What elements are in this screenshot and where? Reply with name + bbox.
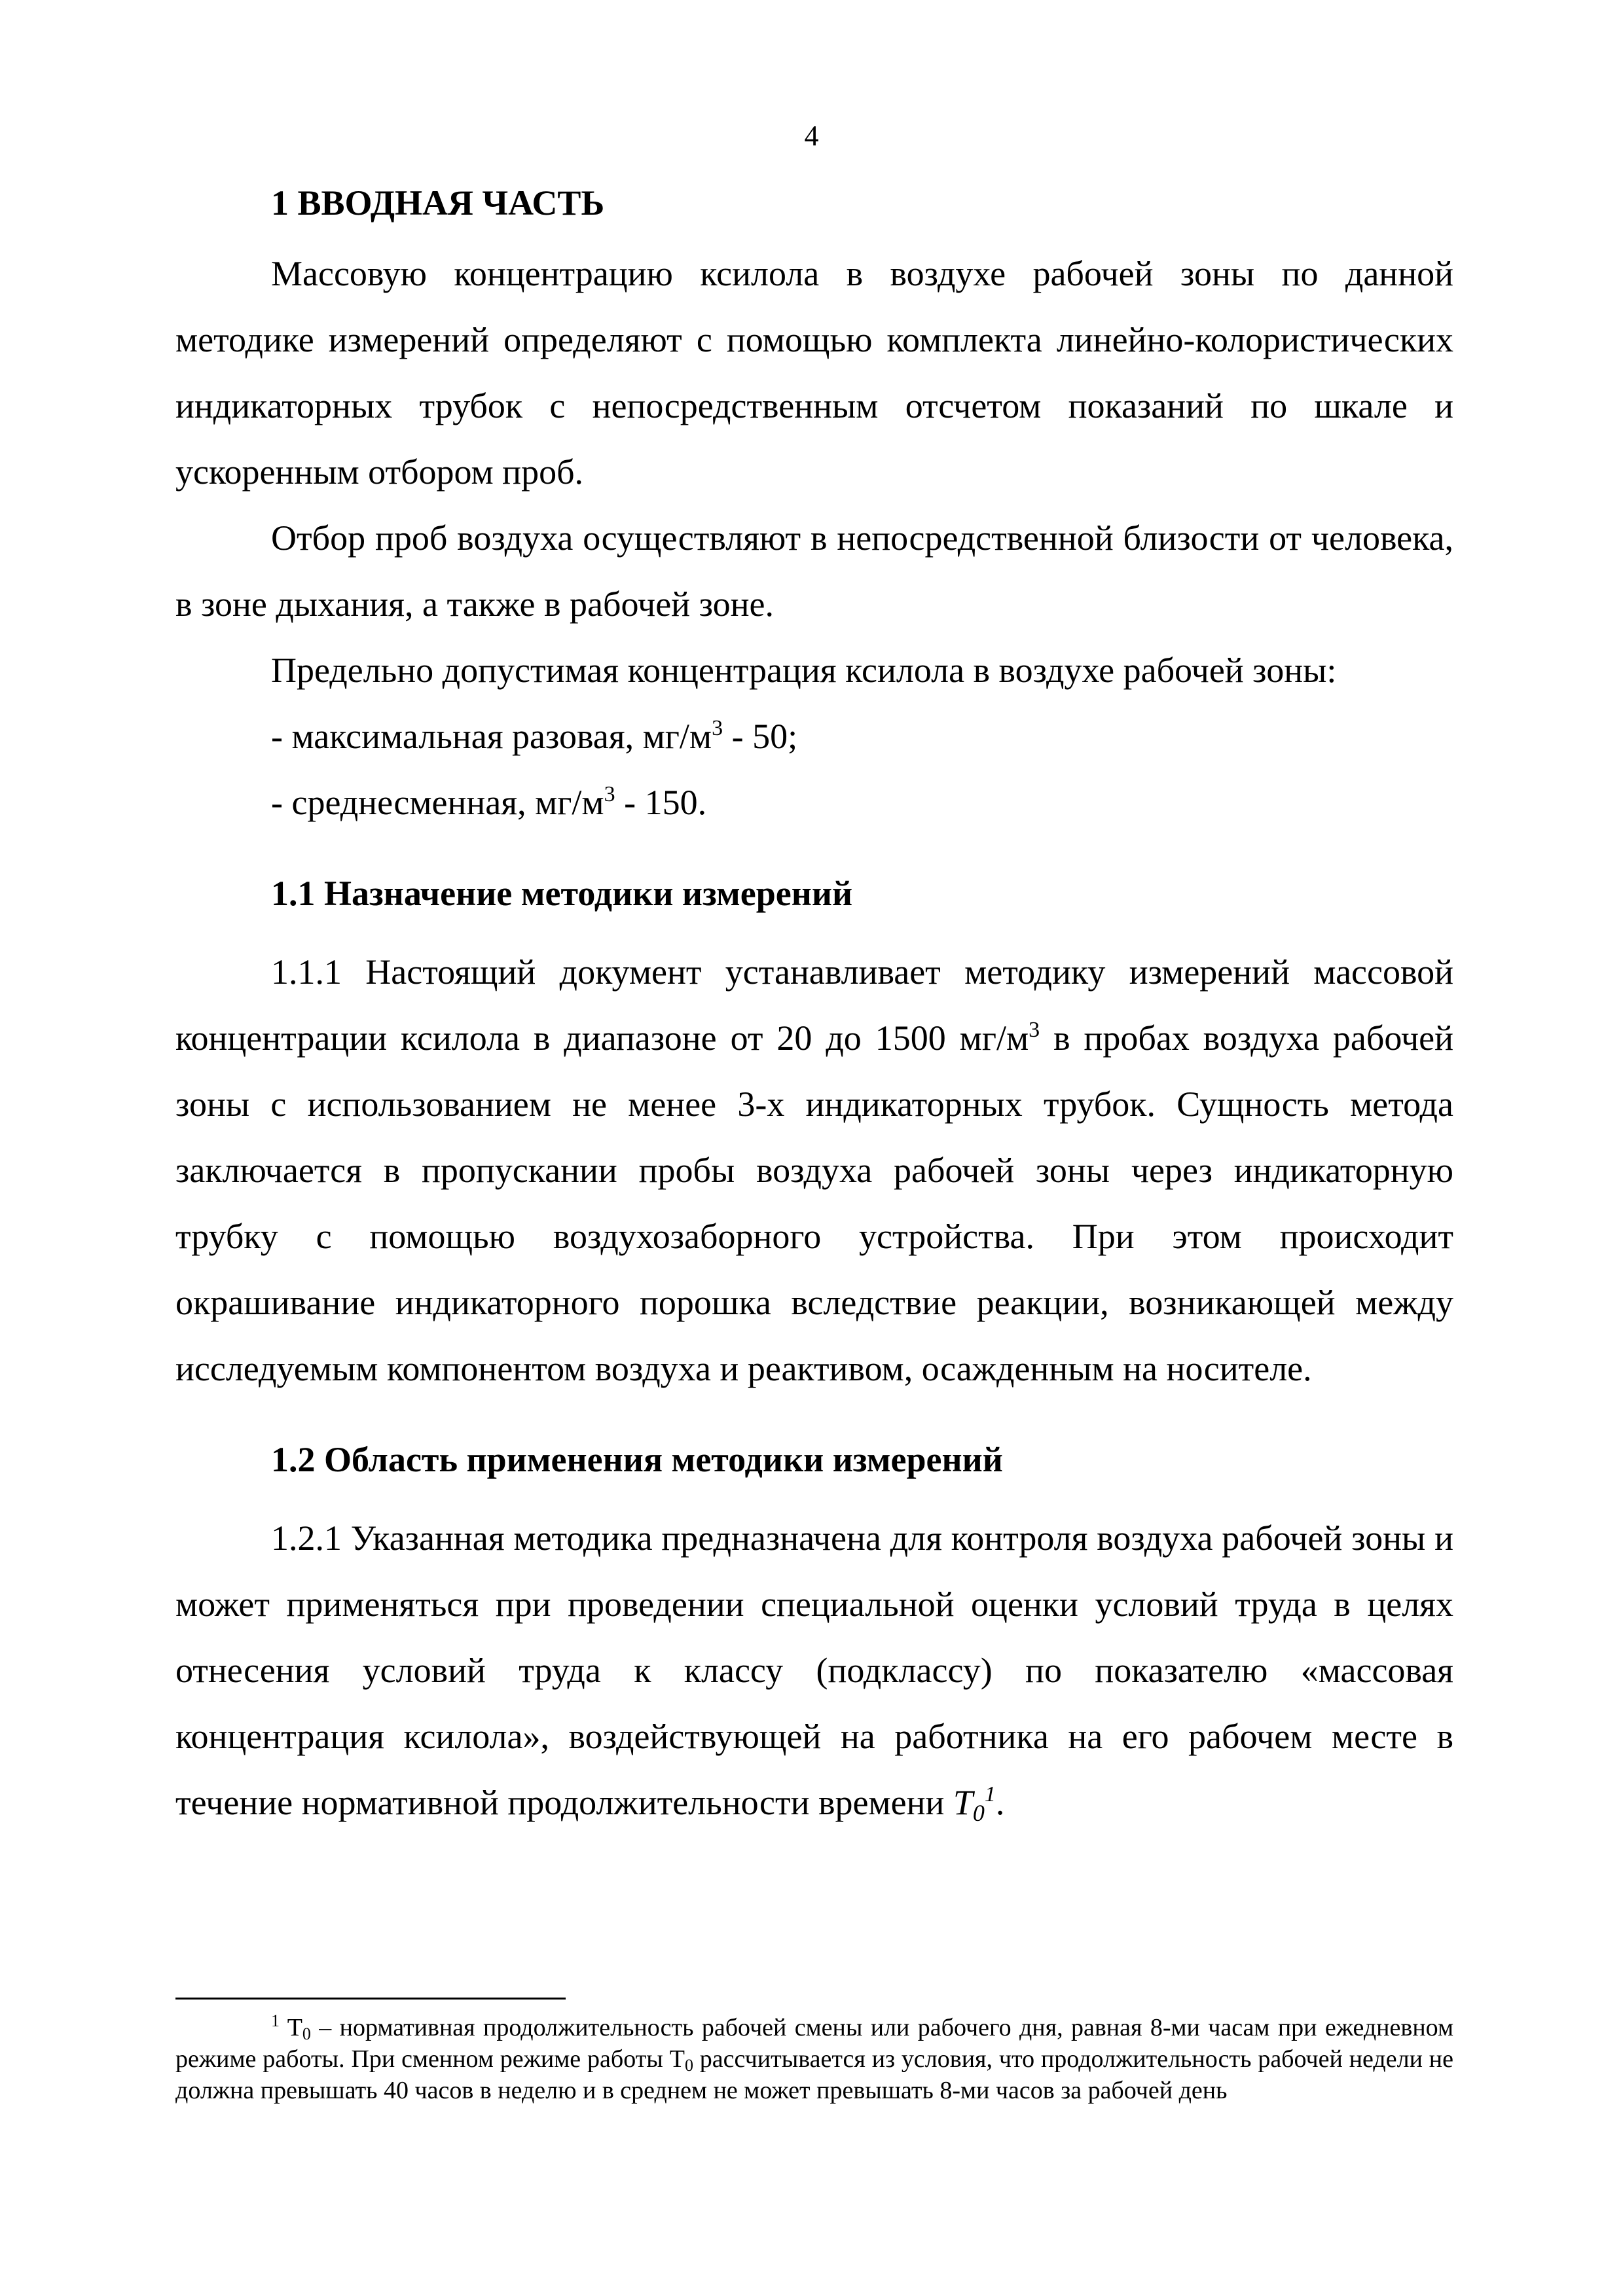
footnote-symbol: T: [287, 2014, 302, 2041]
section-1-heading: 1 ВВОДНАЯ ЧАСТЬ: [271, 183, 605, 223]
section-1-paragraph-3: Предельно допустимая концентрация ксилола в воздухе рабочей зоны:: [271, 651, 1337, 690]
footnote-symbol-2: T: [669, 2045, 685, 2073]
page-content: [175, 171, 1453, 1836]
page-number: 4: [804, 120, 819, 152]
limit-shift-average-value: - 150.: [615, 783, 707, 822]
section-1-1-1-text-end: в пробах воздуха рабочей зоны с использованием не менее 3-х индикаторных трубок. Сущность метода заключается в пропускании пробы воздуха рабочей зоны через индикаторную трубку с помощью воздухозаборного устройства. При этом происходит окрашивание индикаторного порошка вследствие реакции, возникающей между исследуемым компонентом воздуха и реактивом, осажденным на носителе.: [175, 1018, 1453, 1388]
section-1-1-1-text-start: 1.1.1 Настоящий документ устанавливает методику измерений массовой концентрации ксилола в диапазоне от 20 до 1500 мг/м: [175, 952, 1453, 1058]
limit-max-single-sup: 3: [712, 716, 723, 740]
footnote-mark: 1: [271, 2011, 280, 2030]
time-symbol-letter: T: [953, 1783, 973, 1822]
section-1-2-heading: 1.2 Область применения методики измерений: [271, 1440, 1003, 1479]
limit-max-single: [175, 704, 1453, 770]
limit-max-single-value: - 50;: [723, 717, 798, 756]
section-1-1-1-sup: 3: [1029, 1018, 1040, 1042]
section-1-2-1-text-end: .: [995, 1783, 1005, 1822]
time-symbol-subscript: 0: [972, 1800, 985, 1826]
section-1-1-1-paragraph: [175, 939, 1453, 1402]
limit-shift-average-sup: 3: [604, 782, 615, 806]
time-symbol: [953, 1782, 996, 1826]
limit-shift-average-label: - среднесменная, мг/м: [271, 783, 604, 822]
footnote-text-2: рассчитывается из условия, что продолжительность рабочей недели не должна превышать 40 часов в неделю и в среднем не может превышать 8-ми часов за рабочей день: [175, 2045, 1454, 2104]
footnote: [175, 2012, 1453, 2106]
limit-shift-average: [175, 770, 1453, 836]
footnote-separator: [175, 1998, 566, 2000]
limit-max-single-label: - максимальная разовая, мг/м: [271, 717, 712, 756]
section-1-1-heading: 1.1 Назначение методики измерений: [271, 874, 853, 913]
section-1-2-1-text-start: 1.2.1 Указанная методика предназначена для контроля воздуха рабочей зоны и может применяться при проведении специальной оценки условий труда в целях отнесения условий труда к классу (подклассу) по показателю «массовая концентрация ксилола», воздействующей на работника на его рабочем месте в течение нормативной продолжительности времени: [175, 1518, 1453, 1822]
footnote-text-1: – нормативная продолжительность рабочей смены или рабочего дня, равная 8-ми часам при ежедневном режиме работы. При сменном режиме работы: [175, 2014, 1453, 2073]
section-1-paragraph-1: Массовую концентрацию ксилола в воздухе рабочей зоны по данной методике измерений определяют с помощью комплекта линейно-колористических индикаторных трубок с непосредственным отсчетом показаний по шкале и ускоренным отбором проб.: [175, 254, 1453, 492]
footnote-reference[interactable]: 1: [984, 1782, 996, 1806]
section-1-paragraph-2: Отбор проб воздуха осуществляют в непосредственной близости от человека, в зоне дыхания, а также в рабочей зоне.: [175, 518, 1453, 624]
footnote-symbol-2-subscript: 0: [684, 2056, 693, 2075]
footnote-symbol-subscript: 0: [302, 2024, 311, 2043]
section-1-2-1-paragraph: [175, 1505, 1453, 1836]
